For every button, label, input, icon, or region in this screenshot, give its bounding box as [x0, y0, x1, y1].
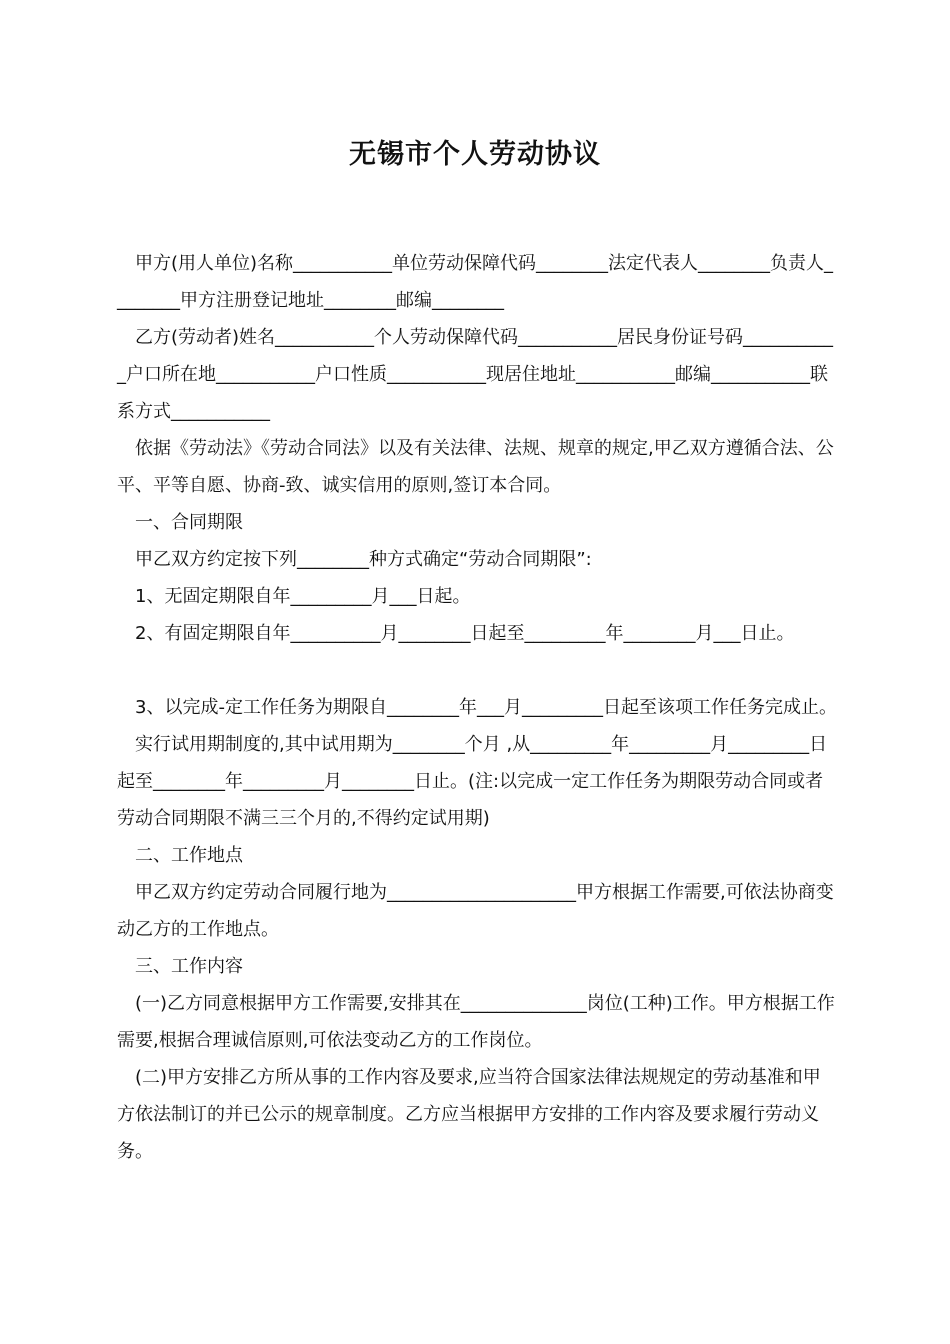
work-content-item-1: (一)乙方同意根据甲方工作需要,安排其在______________岗位(工种)工作。甲方根据工作需要,根据合理诚信原则,可依法变动乙方的工作岗位。: [117, 993, 835, 1051]
work-content-item-2: (二)甲方安排乙方所从事的工作内容及要求,应当符合国家法律法规规定的劳动基准和甲方依法制订的并已公示的规章制度。乙方应当根据甲方安排的工作内容及要求履行劳动义务。: [117, 1067, 821, 1162]
term-option-3: 3、以完成-定工作任务为期限自________年___月_________日起至该项工作任务完成止。: [135, 697, 837, 718]
section-heading-contract-term: 一、合同期限: [135, 512, 243, 533]
term-option-2: 2、有固定期限自年__________月________日起至_________年________月___日止。: [135, 623, 795, 644]
probation-paragraph: 实行试用期制度的,其中试用期为________个月 ,从_________年_________月_________日起至________年_________月________日止。(注:以完成一定工作任务为期限劳动合同或者劳动合同期限不满三三个月的,不得约定试用期): [117, 734, 828, 829]
paragraph-gap: [117, 652, 837, 689]
section-heading-work-location: 二、工作地点: [135, 845, 243, 866]
section-heading-work-content: 三、工作内容: [135, 956, 243, 977]
legal-basis-paragraph: 依据《劳动法》《劳动合同法》以及有关法律、法规、规章的规定,甲乙双方遵循合法、公平、平等自愿、协商-致、诚实信用的原则,签订本合同。: [117, 438, 834, 496]
term-option-1: 1、无固定期限自年_________月___日起。: [135, 586, 471, 607]
work-location-paragraph: 甲乙双方约定劳动合同履行地为_____________________甲方根据工作需要,可依法协商变动乙方的工作地点。: [117, 882, 834, 940]
party-a-info: 甲方(用人单位)名称___________单位劳动保障代码________法定代表人________负责人________甲方注册登记地址________邮编________: [117, 253, 834, 311]
term-method-paragraph: 甲乙双方约定按下列________种方式确定“劳动合同期限”:: [135, 549, 592, 570]
document-body: [117, 245, 837, 1170]
document-title: 无锡市个人劳动协议: [349, 139, 601, 170]
party-b-info: 乙方(劳动者)姓名___________个人劳动保障代码___________居民身份证号码___________户口所在地___________户口性质___________现居住地址___________邮编___________联系方式___________: [117, 327, 834, 422]
